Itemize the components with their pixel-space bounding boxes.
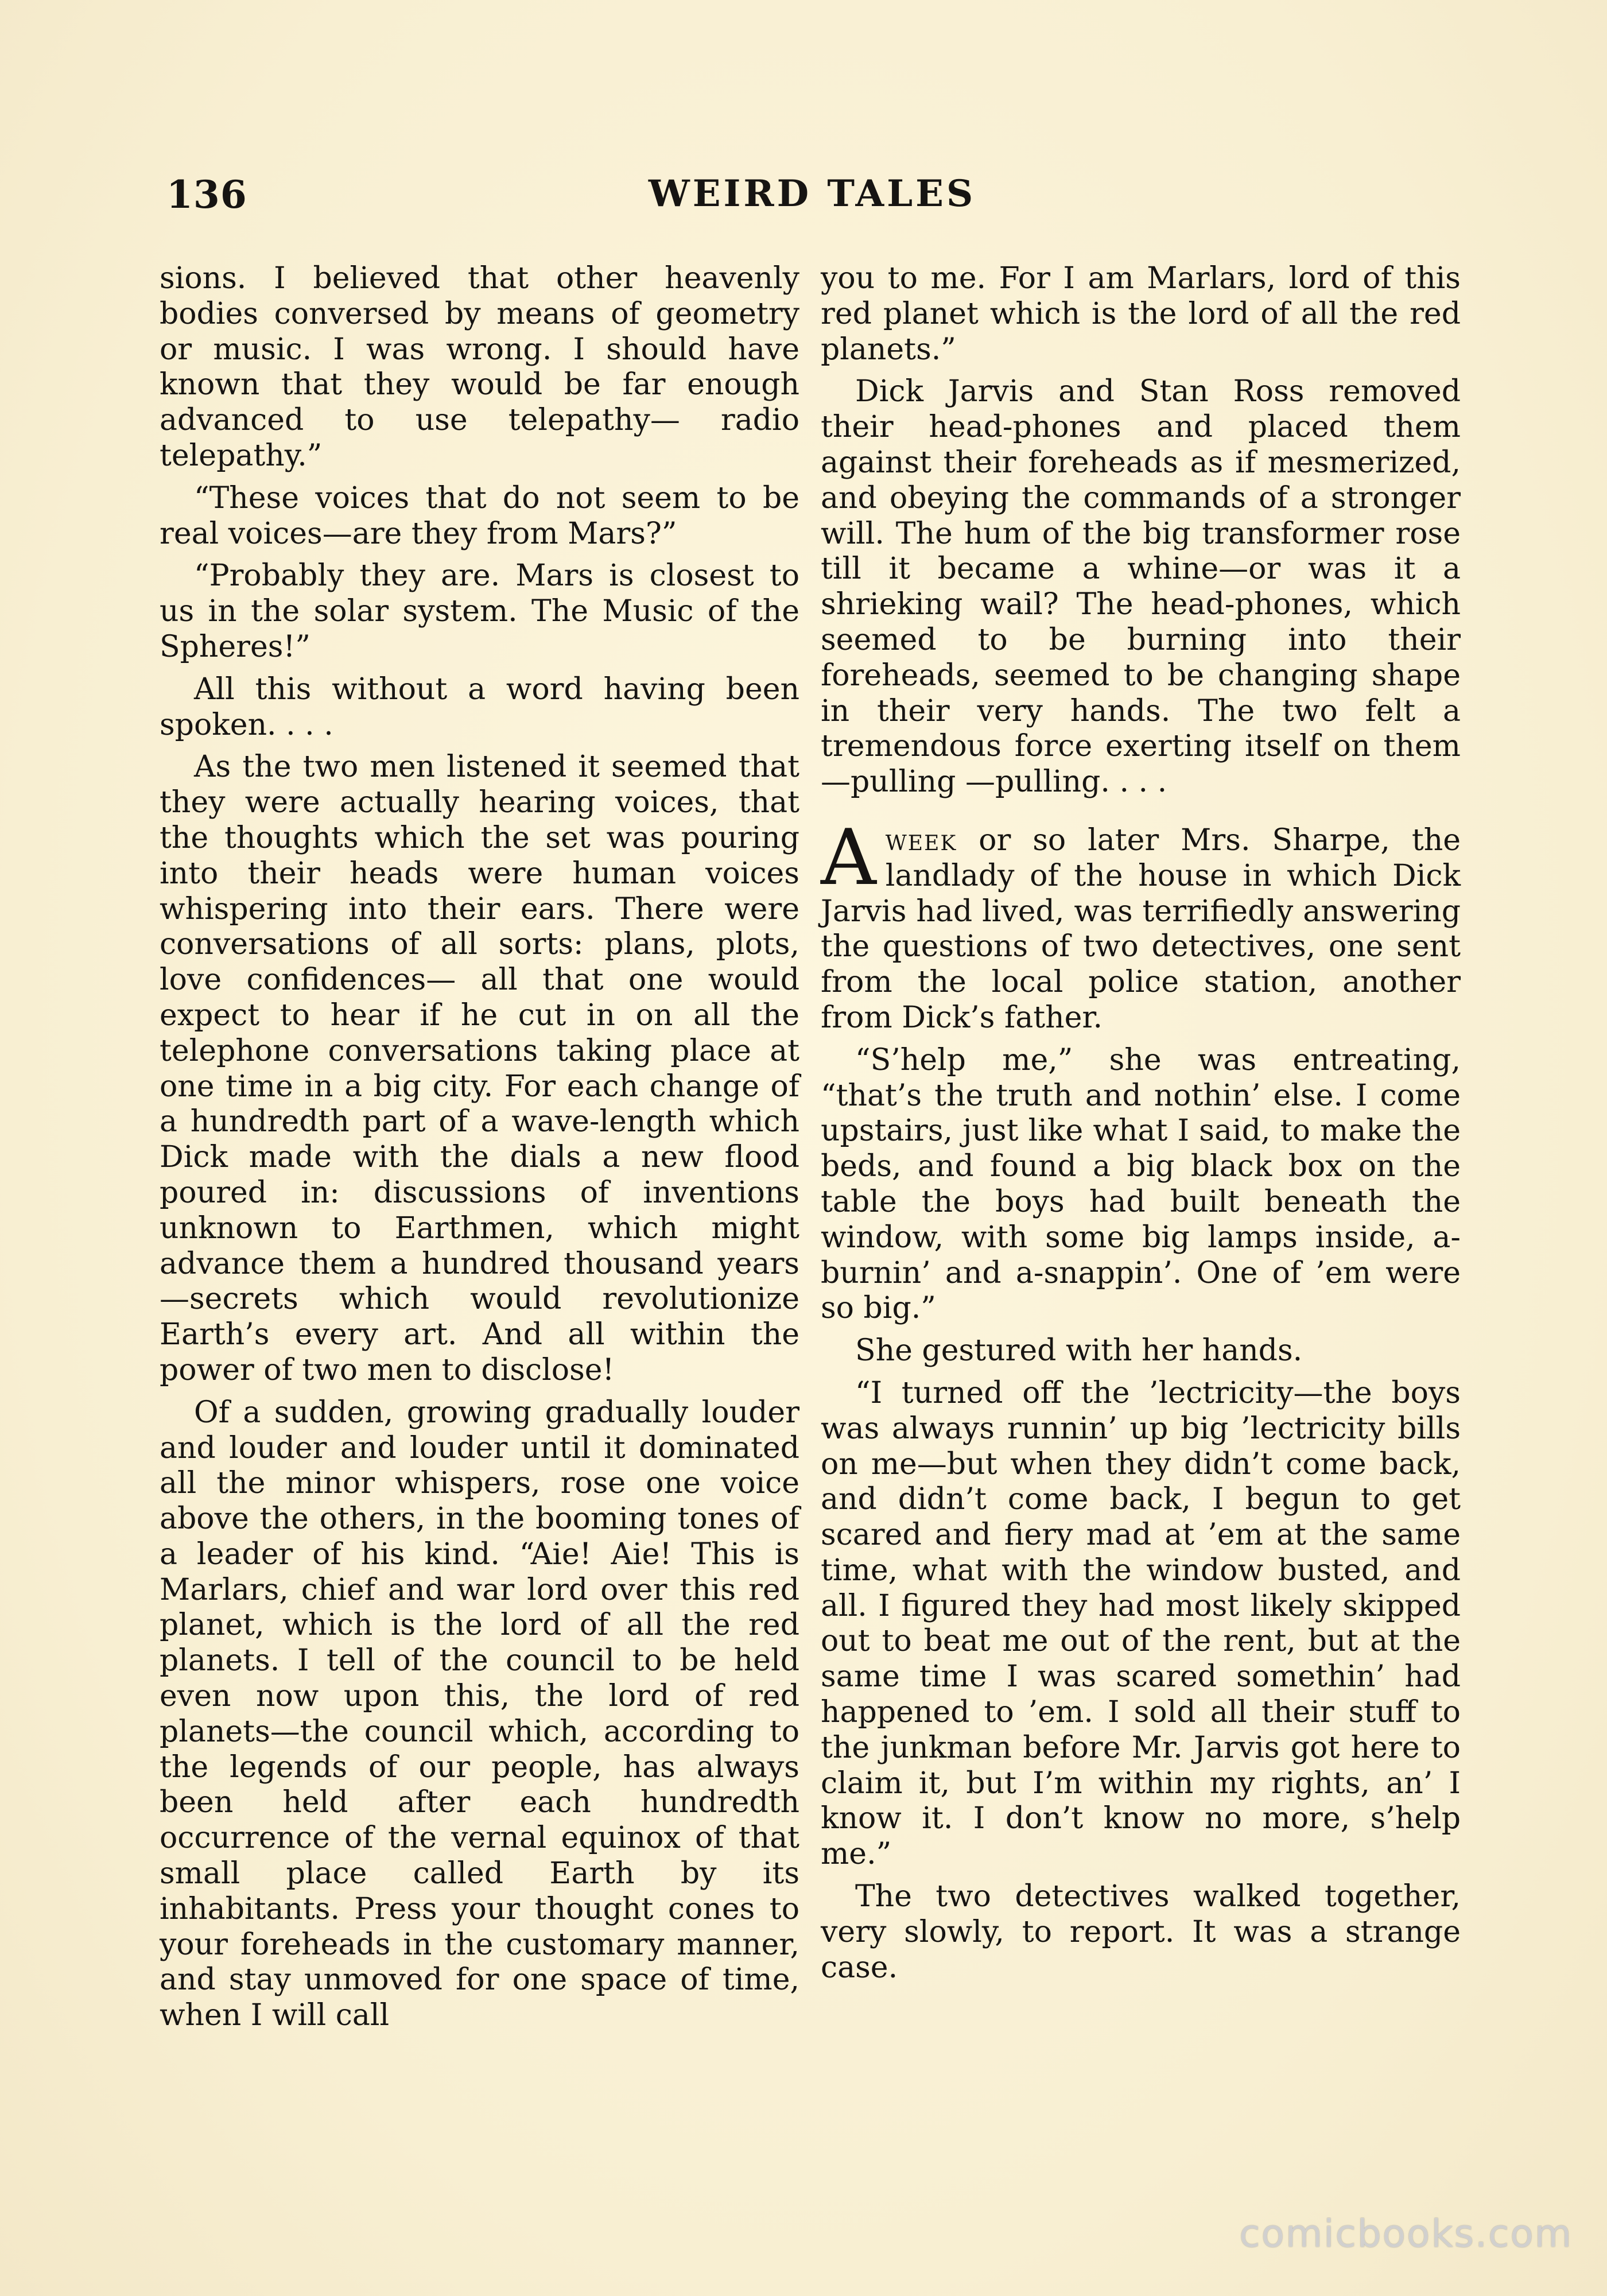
page-header [166,172,1458,224]
paragraph: sions. I believed that other heavenly bodies conversed by means of geometry or music. I was wrong. I should have known that they would be far enough advanced to use telepathy— radio telepathy.” [160,261,799,473]
paragraph: Of a sudden, growing gradually louder and louder and louder until it dominated all the minor whispers, rose one voice above the others, in the booming tones of a leader of his kind. “Aie! Aie! This is Marlars, chief and war lord over this red planet, which is the lord of all the red planets. I tell of the council to be held even now upon this, the lord of red planets—the council which, according to the legends of our people, has always been held after each hundredth occurrence of the vernal equinox of that small place called Earth by its inhabitants. Press your thought cones to your foreheads in the customary manner, and stay unmoved for one space of time, when I will call [160,1395,799,2033]
page-number: 136 [166,172,247,217]
paragraph: Dick Jarvis and Stan Ross removed their head-phones and placed them against their foreheads as if mesmerized, and obeying the commands of a stronger will. The hum of the big transformer rose till it became a whine—or was it a shrieking wail? The head-phones, which seemed to be burning into their foreheads, seemed to be changing shape in their very hands. The two felt a tremendous force exerting itself on them—pulling —pulling. . . . [821,374,1461,800]
right-column [821,261,1461,1992]
running-title: WEIRD TALES [648,172,976,215]
paragraph: “I turned off the ’lectricity—the boys was always runnin’ up big ’lectricity bills on me—but when they didn’t come back, and didn’t come back, I begun to get scared and fiery mad at ’em at the same time, what with the window busted, and all. I figured they had most likely skipped out to beat me out of the rent, but at the same time I was scared somethin’ had happened to ’em. I sold all their stuff to the junkman before Mr. Jarvis got here to claim it, but I’m within my rights, an’ I know it. I don’t know no more, s’help me.” [821,1375,1461,1872]
small-caps-lead: week [885,823,957,858]
paragraph: “These voices that do not seem to be real voices—are they from Mars?” [160,480,799,551]
paragraph: She gestured with her hands. [855,1333,1303,1368]
watermark: comicbooks.com [1239,2212,1573,2256]
left-column [160,261,799,2041]
paragraph: As the two men listened it seemed that they were actually hearing voices, that the thoughts which the set was pouring into their heads were human voices whispering into their ears. There were conversations of all sorts: plans, plots, love confidences— all that one would expect to hear if he cut in on all the telephone conversations taking place at one time in a big city. For each change of a hundredth part of a wave-length which Dick made with the dials a new flood poured in: discussions of inventions unknown to Earthmen, which might advance them a hundred thousand years—secrets which would revolutionize Earth’s every art. And all within the power of two men to disclose! [160,750,799,1387]
paragraph: All this without a word having been spoken. . . . [160,672,799,742]
section-text: or so later Mrs. Sharpe, the landlady of the house in which Dick Jarvis had lived, was terrifiedly answering the questions of two detectives, one sent from the local police station, another from Dick’s father. [821,823,1461,1035]
paragraph: The two detectives walked together, very slowly, to report. It was a strange case. [821,1879,1461,1985]
drop-cap: A [821,812,876,902]
section-opening-paragraph [821,812,1461,1036]
paragraph: “Probably they are. Mars is closest to us in the solar system. The Music of the Spheres!” [160,559,799,664]
paragraph: “S’help me,” she was entreating, “that’s the truth and nothin’ else. I come upstairs, just like what I said, to make the beds, and found a big black box on the table the boys had built beneath the window, with some big lamps inside, a-burnin’ and a-snappin’. One of ’em were so big.” [821,1042,1461,1326]
paragraph: you to me. For I am Marlars, lord of this red planet which is the lord of all the red planets.” [821,261,1461,367]
